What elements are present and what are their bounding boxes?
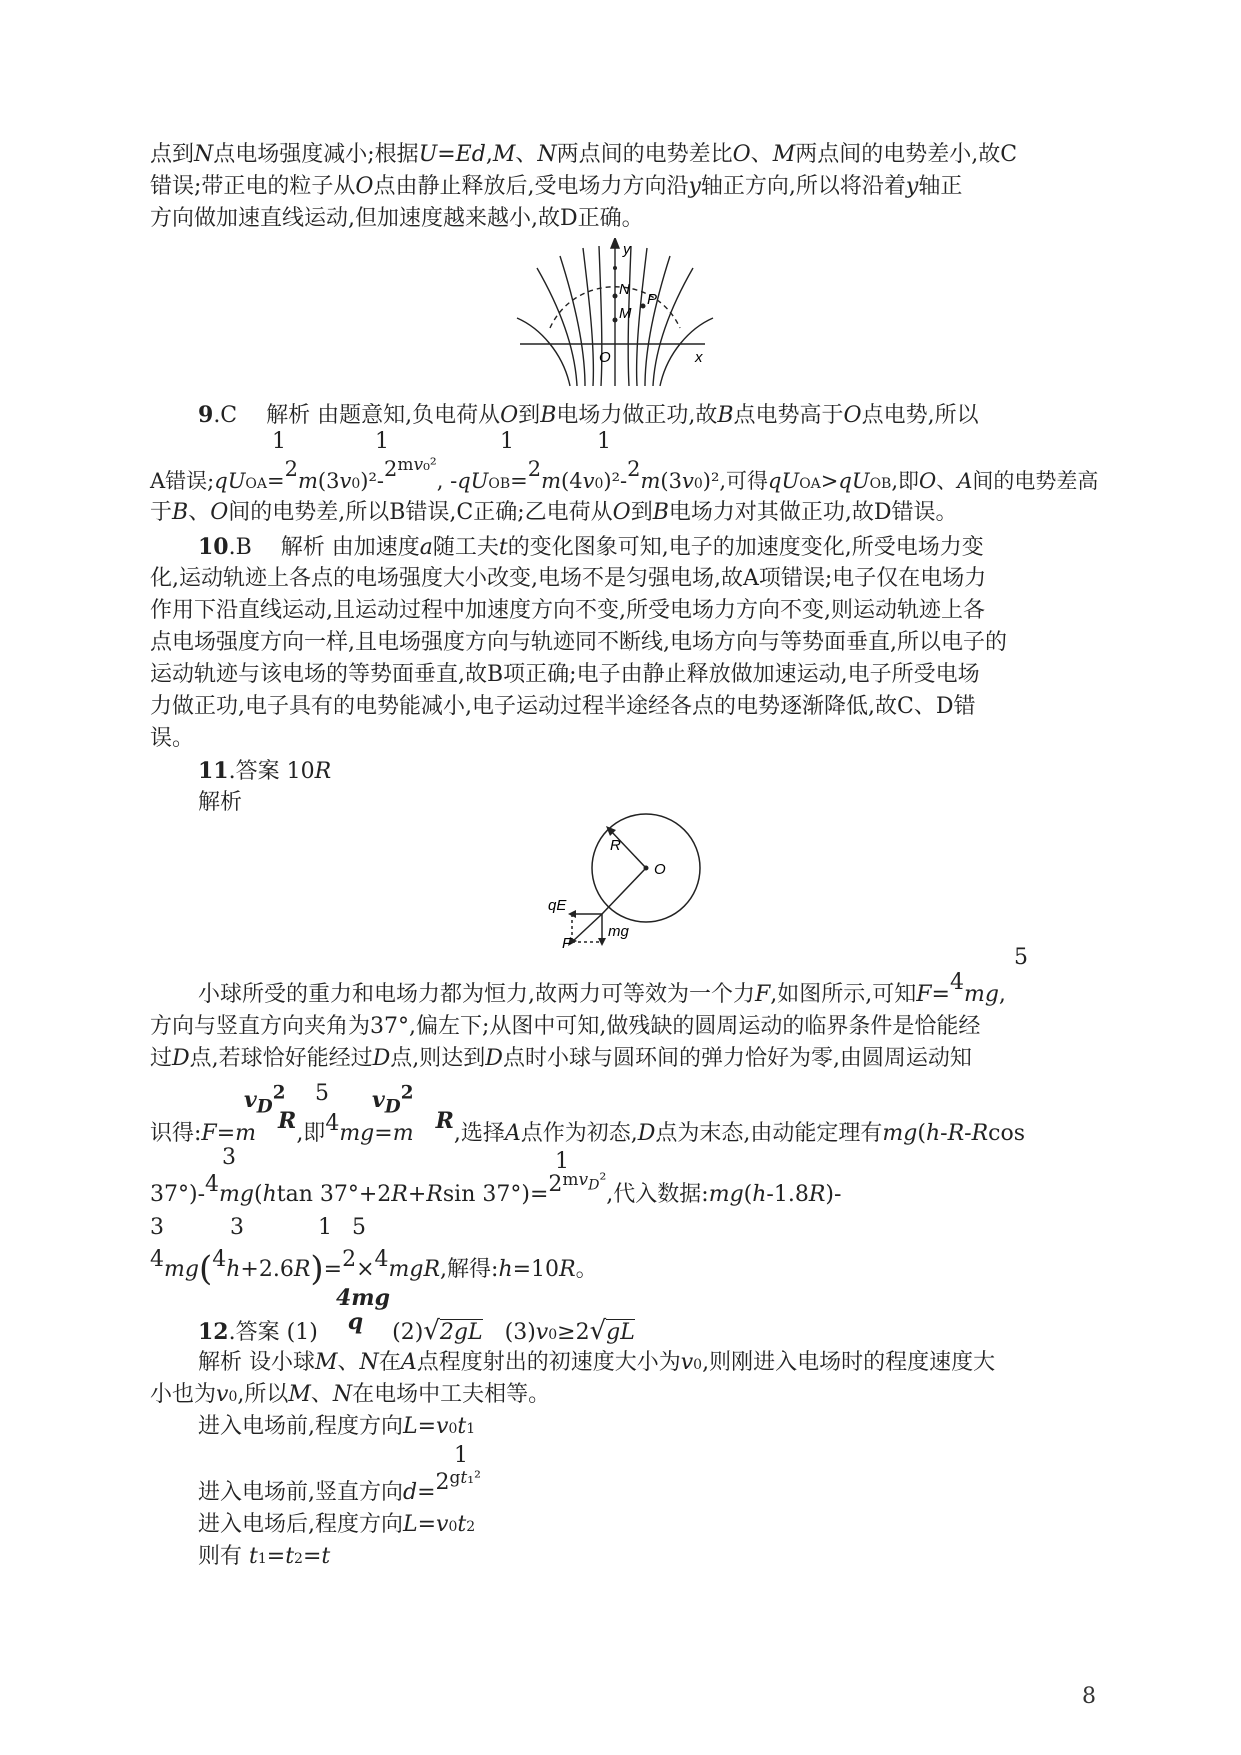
y-axis-label: y <box>623 241 631 258</box>
fraction-half: 1 <box>555 1149 569 1174</box>
circle-force-figure <box>548 800 718 950</box>
q9-line3: 于B、O间的电势差,所以B错误,C正确;乙电荷从O到B电场力对其做正功,故D错误。 <box>150 500 958 525</box>
point-p-label: P <box>647 291 658 308</box>
q10-line: 点电场强度方向一样,且电场强度方向与轨迹同不断线,电场方向与等势面垂直,所以电子的 <box>150 630 1007 655</box>
fraction-three: 3 <box>150 1215 164 1240</box>
fraction-half: 1 <box>272 429 286 454</box>
fraction-4mg: 4mg <box>336 1285 390 1311</box>
fraction-half: 1 <box>318 1215 332 1240</box>
q11-line: 小球所受的重力和电场力都为恒力,故两力可等效为一个力F,如图所示,可知F=4mg, <box>198 970 1006 1007</box>
q10-line: 10.B 解析 由加速度a随工夫t的变化图象可知,电子的加速度变化,所受电场力变 <box>198 534 984 560</box>
fraction-vd2: $v_D^2$ <box>372 1083 414 1118</box>
origin-label: O <box>599 349 611 366</box>
electric-force-label: qE <box>548 897 567 914</box>
gravity-label: mg <box>608 923 629 940</box>
fraction-three: 3 <box>230 1215 244 1240</box>
fraction-five: 5 <box>315 1081 329 1106</box>
q12-line: 进入电场后,程度方向L=v0t2 <box>198 1512 476 1537</box>
q12-line: 进入电场前,竖直方向$d=2^{gt_1^2}$ <box>198 1468 481 1505</box>
text-line: 错误;带正电的粒子从O点由静止释放后,受电场力方向沿y轴正方向,所以将沿着y轴正 <box>150 174 963 199</box>
x-axis-label: x <box>695 349 703 366</box>
fraction-five: 5 <box>352 1215 366 1240</box>
q11-line: 4mg(4h+2.6R)=2×4mgR,解得:h=10R。 <box>150 1247 598 1289</box>
center-label: O <box>654 861 666 878</box>
field-lines-figure <box>515 238 715 388</box>
q10-line: 作用下沿直线运动,且运动过程中加速度方向不变,所受电场力方向不变,则运动轨迹上各 <box>150 598 985 623</box>
fraction-half: 1 <box>500 429 514 454</box>
q9-line2: A错误$;qUOA=2m(3v0)^2-2^{mv_0^2}$, -qUOB=2m(4v0)²-2m(3v0)²,可得qUOA>qUOB,即O、A间的电势差高 <box>150 455 1099 493</box>
q9-head: 9.C 解析 由题意知,负电荷从O到B电场力做正功,故B点电势高于O点电势,所以 <box>198 402 979 428</box>
q12-line: 解析 设小球M、N在A点程度射出的初速度大小为v0,则刚进入电场时的程度速度大 <box>198 1350 996 1375</box>
page-number: 8 <box>1082 1684 1096 1709</box>
text-line: 方向做加速直线运动,但加速度越来越小,故D正确。 <box>150 206 644 231</box>
fraction-half: 1 <box>597 429 611 454</box>
fraction-half: 1 <box>454 1443 468 1468</box>
resultant-force-label: F <box>562 935 572 950</box>
point-n-label: N <box>619 281 630 298</box>
q10-line: 化,运动轨迹上各点的电场强度大小改变,电场不是匀强电场,故A项错误;电子仅在电场力 <box>150 566 987 591</box>
q10-line: 运动轨迹与该电场的等势面垂直,故B项正确;电子由静止释放做加速运动,电子所受电场 <box>150 662 980 687</box>
radius-label: R <box>610 837 621 854</box>
point-m-label: M <box>619 305 632 322</box>
q11-line: 方向与竖直方向夹角为37°,偏左下;从图中可知,做残缺的圆周运动的临界条件是恰能经 <box>150 1014 981 1039</box>
text-line: 点到N点电场强度减小;根据U=Ed,M、N两点间的电势差比O、M两点间的电势差小,故C <box>150 142 1018 167</box>
q12-line: 小也为v0,所以M、N在电场中工夫相等。 <box>150 1382 551 1407</box>
fraction-vd2: $v_D^2$ <box>244 1083 286 1118</box>
q11-head: 11.答案 10R <box>198 758 332 784</box>
fraction-three: 3 <box>222 1145 236 1170</box>
q11-line: 37°)-4mg(htan 37°+2R+Rsin $37^\circ)=2^{mv_D^2}$,代入数据:mg(h-1.8R)- <box>150 1170 842 1207</box>
fraction-half: 1 <box>375 429 389 454</box>
q12-head: 12.答案 (1) q (2)√2gL (3)v0≥2√gL <box>198 1309 635 1346</box>
q11-line: 识得:F=m R,即4mg=m R,选择A点作为初态,D点为末态,由动能定理有mg(h-R-Rcos <box>150 1108 1026 1146</box>
q11-line: 过D点,若球恰好能经过D点,则达到D点时小球与圆环间的弹力恰好为零,由圆周运动知 <box>150 1046 972 1071</box>
q10-line: 误。 <box>150 726 195 751</box>
q11-analysis-label: 解析 <box>198 790 243 815</box>
fraction-five: 5 <box>1014 945 1028 970</box>
q12-line: 则有 t1=t2=t <box>198 1544 331 1569</box>
q12-line: 进入电场前,程度方向L=v0t1 <box>198 1414 476 1439</box>
q10-line: 力做正功,电子具有的电势能减小,电子运动过程半途经各点的电势逐渐降低,故C、D错 <box>150 694 976 719</box>
